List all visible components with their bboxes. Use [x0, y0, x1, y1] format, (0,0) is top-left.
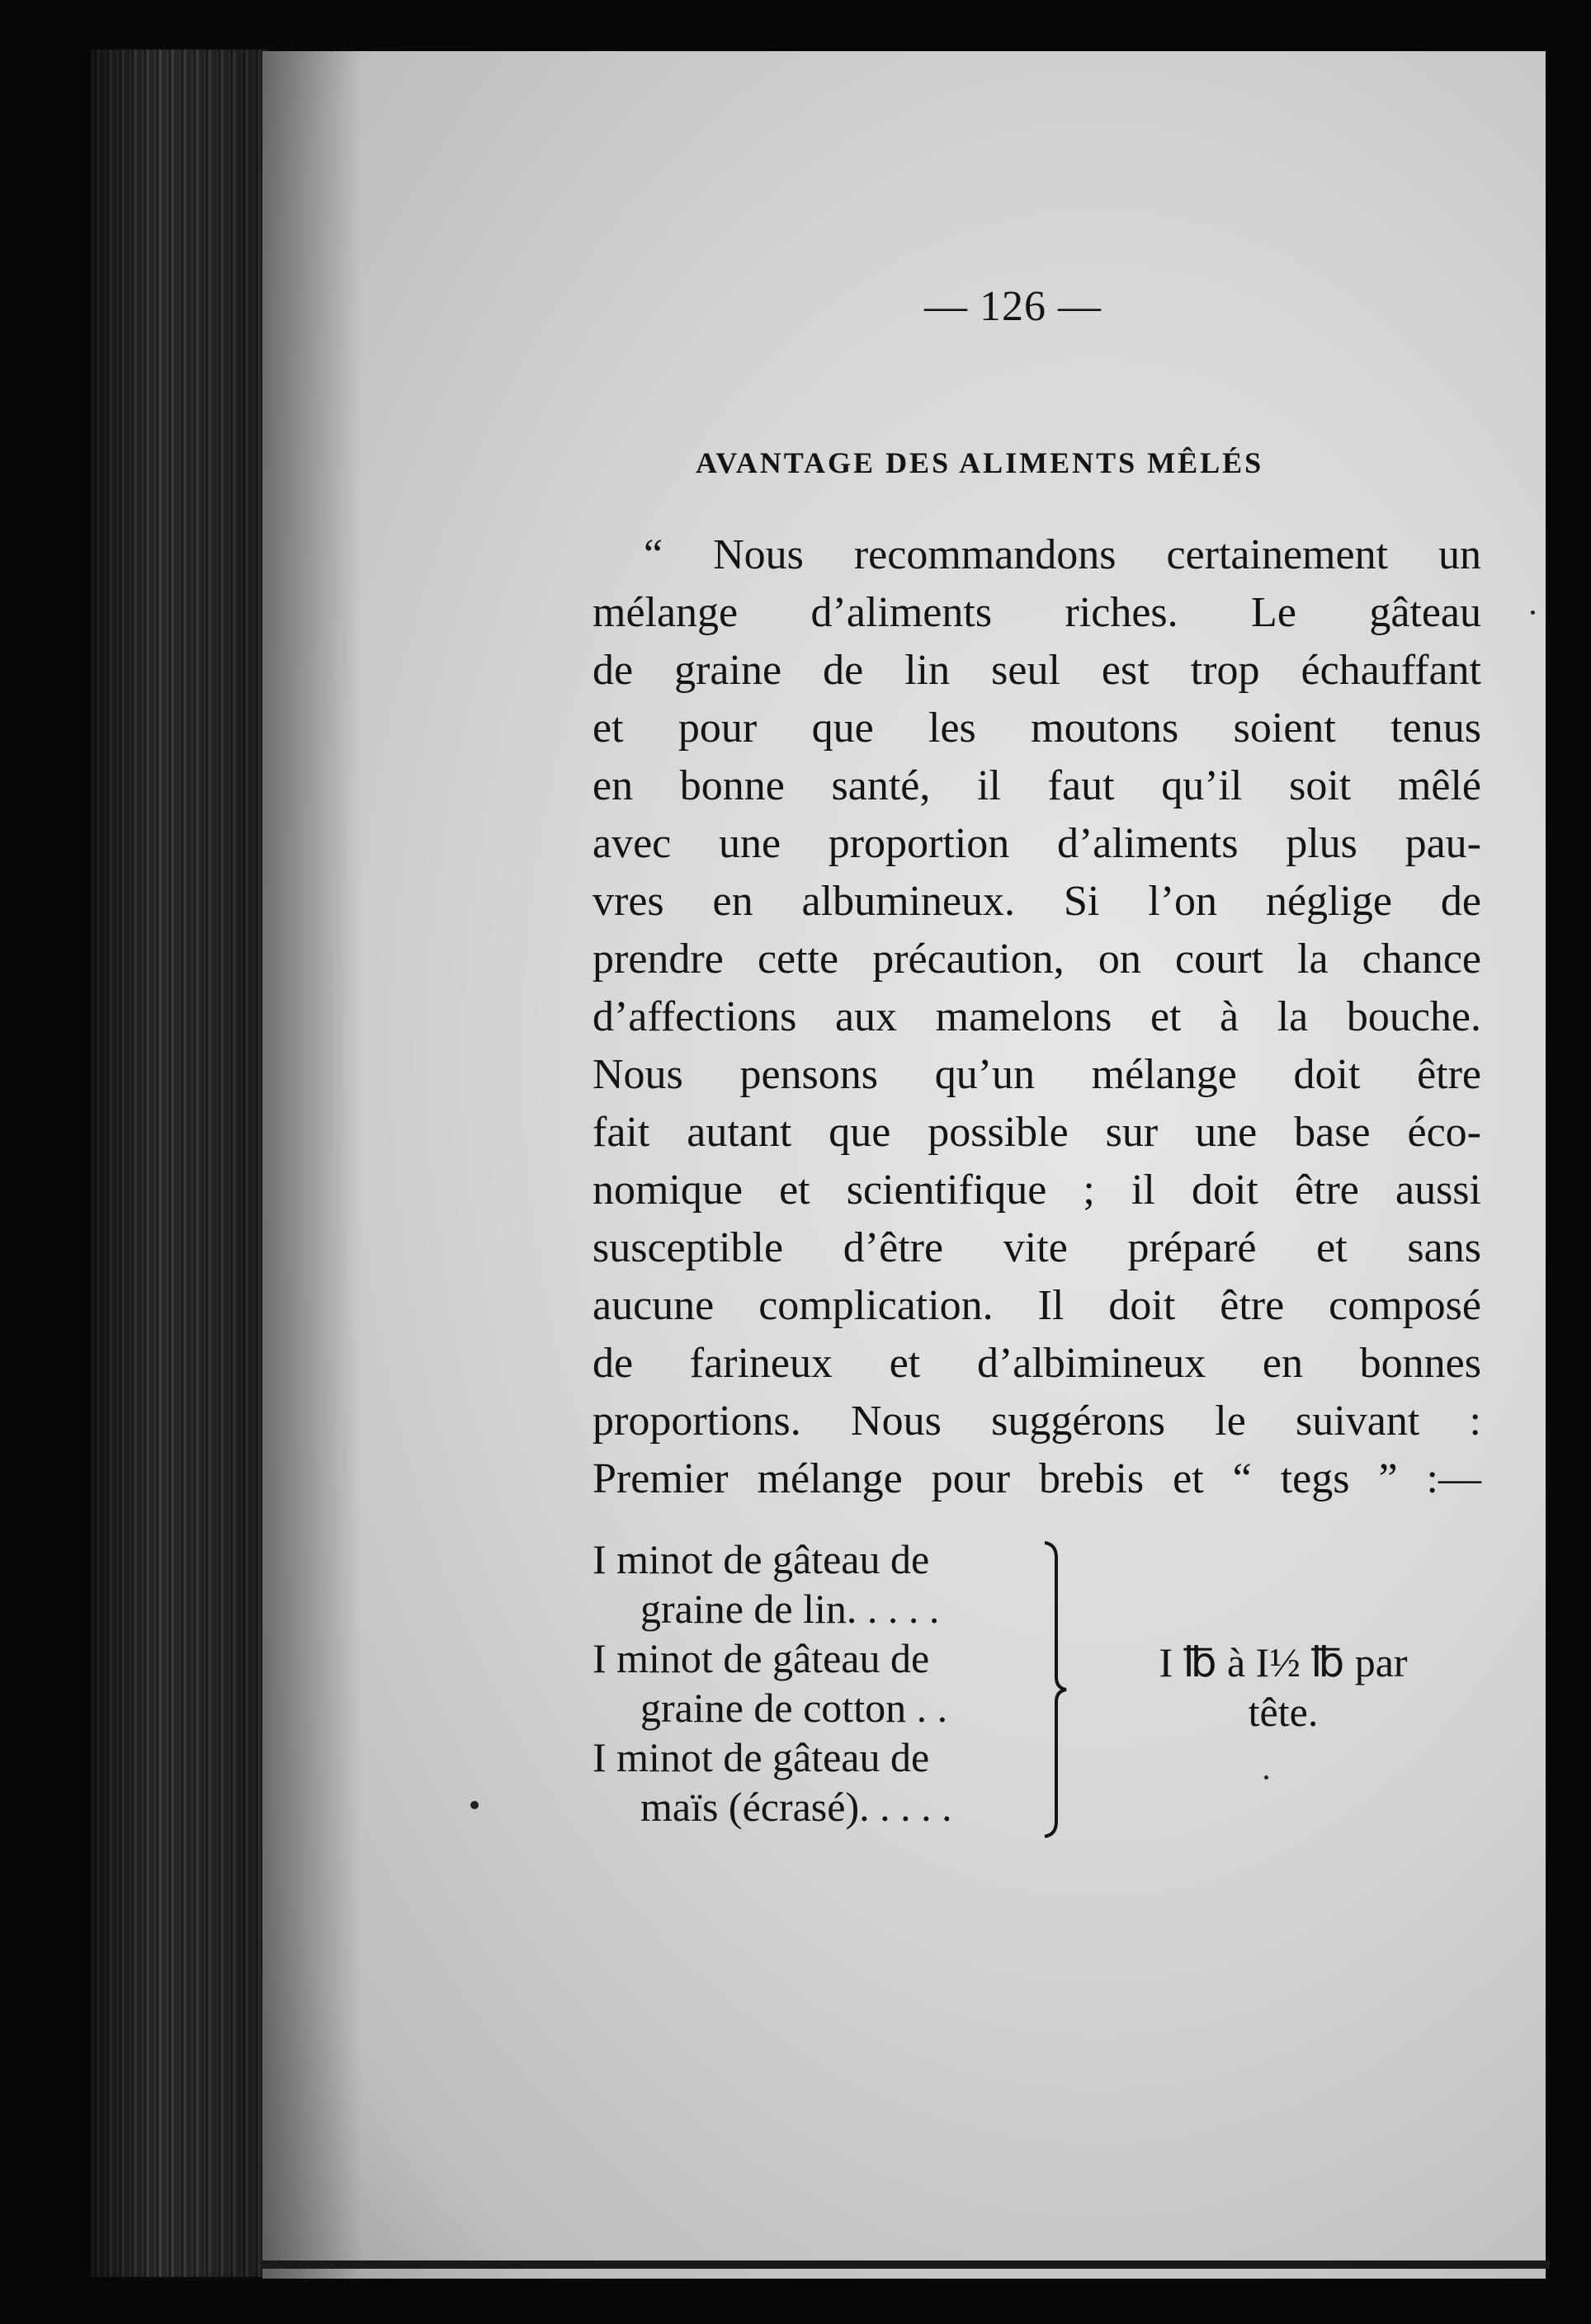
book-page-edges	[91, 49, 268, 2277]
page-bottom-shadow	[262, 2260, 1550, 2269]
paragraph-line: mélange d’aliments riches. Le gâteau	[592, 589, 1481, 636]
ingredient-line: I minot de gâteau de	[592, 1635, 930, 1681]
paragraph-line: prendre cette précaution, on court la chance	[592, 936, 1481, 983]
paragraph-line: en bonne santé, il faut qu’il soit mêlé	[592, 762, 1481, 809]
paragraph-line: de graine de lin seul est trop échauffant	[592, 647, 1481, 694]
paragraph-line: vres en albumineux. Si l’on néglige de	[592, 878, 1481, 925]
print-speck	[1264, 1775, 1268, 1780]
print-speck	[1531, 610, 1535, 615]
ingredient-line: I minot de gâteau de	[592, 1536, 930, 1582]
paragraph-line: Premier mélange pour brebis et “ tegs ” :—	[592, 1455, 1481, 1502]
paragraph-line: d’affections aux mamelons et à la bouche.	[592, 993, 1481, 1040]
paragraph-line: aucune complication. Il doit être composé	[592, 1282, 1481, 1329]
dose-amount: I ℔ à I½ ℔ par	[1159, 1639, 1408, 1685]
page-number: — 126 —	[924, 283, 1102, 330]
paragraph-line: de farineux et d’albimineux en bonnes	[592, 1340, 1481, 1387]
paragraph-line: Nous pensons qu’un mélange doit être	[592, 1051, 1481, 1098]
section-heading: AVANTAGE DES ALIMENTS MÊLÉS	[696, 446, 1264, 479]
ingredient-line: maïs (écrasé). . . . .	[640, 1784, 952, 1830]
ingredient-line: graine de cotton . .	[640, 1685, 948, 1731]
ingredient-line: I minot de gâteau de	[592, 1734, 930, 1780]
ingredient-line: graine de lin. . . . .	[640, 1586, 940, 1632]
paragraph-line: et pour que les moutons soient tenus	[592, 705, 1481, 752]
curly-brace-icon	[1041, 1541, 1074, 1838]
paragraph-line: proportions. Nous suggérons le suivant :	[592, 1398, 1481, 1445]
paragraph-line: nomique et scientifique ; il doit être aussi	[592, 1167, 1481, 1214]
paragraph-line: fait autant que possible sur une base éco-	[592, 1109, 1481, 1156]
dose-unit: tête.	[1248, 1689, 1319, 1735]
paragraph-line: “ Nous recommandons certainement un	[644, 531, 1481, 578]
print-speck	[470, 1801, 479, 1809]
dose-per-head	[1106, 1638, 1461, 1737]
paragraph-line: susceptible d’être vite préparé et sans	[592, 1224, 1481, 1271]
paragraph-line: avec une proportion d’aliments plus pau-	[592, 820, 1481, 867]
